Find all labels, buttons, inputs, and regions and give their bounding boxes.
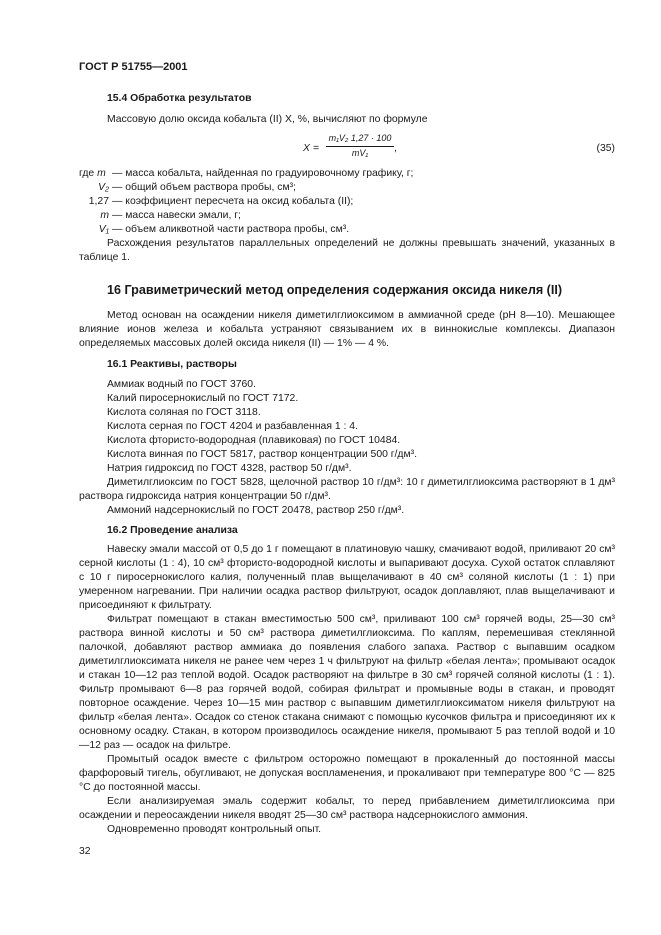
- procedure-paragraph: Если анализируемая эмаль содержит кобальт, то перед прибавлением диметилглиоксима при осаждении и переосаждении никеля вводят 25—30 см³ раствора надсернокислого аммония.: [79, 796, 615, 821]
- formula-numerator: m₁V₂ 1,27 · 100: [326, 133, 394, 147]
- procedure-paragraph: Промытый осадок вместе с фильтром осторожно помещают в прокаленный до постоянной массы фарфоровый тигель, обугливают, не допуская воспламенения, и прокаливают при температуре 800 °С — 825 °С до постоянной массы.: [79, 754, 615, 793]
- reagent-item: Натрия гидроксид по ГОСТ 4328, раствор 50 г/дм³.: [107, 463, 352, 474]
- definition-symbol: m: [100, 210, 109, 221]
- formula-35: X = $\frac{\text{m₁V₂ 1,27 · 100}}{\text{mV₁}}$ , (35): [303, 133, 615, 158]
- standard-header: ГОСТ Р 51755—2001: [79, 61, 188, 73]
- procedure-text: [79, 543, 615, 837]
- reagent-item: Калий пиросернокислый по ГОСТ 7172.: [107, 393, 299, 404]
- definition-text: — коэффициент пересчета на оксид кобальта (II);: [112, 196, 354, 207]
- heading-16: 16 Гравиметрический метод определения содержания оксида никеля (II): [107, 283, 563, 297]
- formula-denominator: mV₁: [351, 148, 369, 158]
- page-number: 32: [79, 846, 91, 857]
- definition-symbol: V₁: [98, 224, 109, 235]
- definition-item: [79, 167, 615, 181]
- definition-item: [79, 223, 615, 237]
- definition-symbol: V₂: [98, 182, 109, 193]
- reagent-item: Аммиак водный по ГОСТ 3760.: [107, 379, 256, 390]
- reagent-item: Аммоний надсернокислый по ГОСТ 20478, раствор 250 г/дм³.: [107, 505, 405, 516]
- reagent-item: Диметилглиоксим по ГОСТ 5828, щелочной раствор 10 г/дм³: 10 г диметилглиоксима растворяют в 1 дм³ раствора гидроксида натрия концентрации 50 г/дм³.: [79, 477, 615, 502]
- definition-item: [79, 181, 615, 195]
- formula-number: (35): [596, 143, 615, 154]
- formula-intro: Массовую долю оксида кобальта (II) X, %, вычисляют по формуле: [107, 114, 428, 125]
- formula-lhs: X =: [303, 143, 319, 154]
- heading-15-4: 15.4 Обработка результатов: [107, 93, 252, 104]
- reagent-item: Кислота серная по ГОСТ 4204 и разбавленная 1 : 4.: [107, 421, 358, 432]
- reagent-item: Кислота фтористо-водородная (плавиковая) по ГОСТ 10484.: [107, 435, 401, 446]
- procedure-paragraph: Фильтрат помещают в стакан вместимостью 500 см³, приливают 100 см³ горячей воды, 25—30 см³ раствора винной кислоты и 50 см³ раствора диметилглиоксима. По каплям, перемешивая стеклянной палочкой, добавляют раствор аммиака до появления слабого запаха. Раствор с выпавшим осадком диметилглиоксимата никеля не ранее чем через 1 ч фильтруют на фильтр «белая лента»; промывают осадок и стакан 10—12 раз теплой водой. Осадок растворяют на фильтре в 30 см³ горячей соляной кислоты (1 : 1). Фильтр промывают 6—8 раз горячей водой, собирая фильтрат и промывные воды в стакан, и проводят повторное осаждение. Через 10—15 мин раствор с выпавшим диметилглиоксиматом никеля фильтруют на фильтр «белая лента». Осадок со стенок стакана снимают с помощью кусочков фильтра и присоединяют их к основному осадку. Стакан, в котором производилось осаждение никеля, промывают 5 раз теплой водой и 10—12 раз — осадок на фильтре.: [79, 614, 615, 751]
- definition-text: — общий объем раствора пробы, см³;: [112, 182, 296, 193]
- heading-16-2: 16.2 Проведение анализа: [107, 525, 238, 536]
- reagent-item: Кислота соляная по ГОСТ 3118.: [107, 407, 261, 418]
- procedure-paragraph: Одновременно проводят контрольный опыт.: [107, 824, 322, 835]
- definition-symbol: 1,27: [88, 196, 109, 207]
- heading-16-1: 16.1 Реактивы, растворы: [107, 359, 237, 370]
- reagent-item: Кислота винная по ГОСТ 5817, раствор концентрации 500 г/дм³.: [107, 449, 417, 460]
- definition-item: [79, 209, 615, 223]
- page-content: [79, 92, 615, 837]
- tolerance-note: Расхождения результатов параллельных определений не должны превышать значений, указанных в таблице 1.: [79, 238, 615, 263]
- definition-text: — масса кобальта, найденная по градуировочному графику, г;: [112, 168, 414, 179]
- definition-text: — объем аликвотной части раствора пробы, см³.: [112, 224, 350, 235]
- reagent-list: [79, 378, 615, 518]
- method-intro: Метод основан на осаждении никеля диметилглиоксимом в аммиачной среде (рН 8—10). Мешающее влияние ионов железа и кобальта устраняют связыванием их в виннокислые комплексы. Диапазон определяемых массовых долей оксида никеля (II) — 1% — 4 %.: [79, 310, 615, 349]
- where-lead: где m: [79, 168, 106, 179]
- definitions-list: [79, 167, 615, 237]
- formula-fraction: [326, 133, 394, 159]
- definition-item: [79, 195, 615, 209]
- procedure-paragraph: Навеску эмали массой от 0,5 до 1 г помещают в платиновую чашку, смачивают водой, приливают 20 см³ серной кислоты (1 : 4), 10 см³ фтористо-водородной кислоты и выпаривают досуха. Сухой остаток сплавляют с 10 г пиросернокислого калия, полученный плав выщелачивают в 40 см³ соляной кислоты (1 : 1) при умеренном нагревании. При наличии осадка раствор фильтруют, осадок доплавляют, плав выщелачивают и присоединяют к фильтрату.: [79, 544, 615, 611]
- definition-text: — масса навески эмали, г;: [112, 210, 241, 221]
